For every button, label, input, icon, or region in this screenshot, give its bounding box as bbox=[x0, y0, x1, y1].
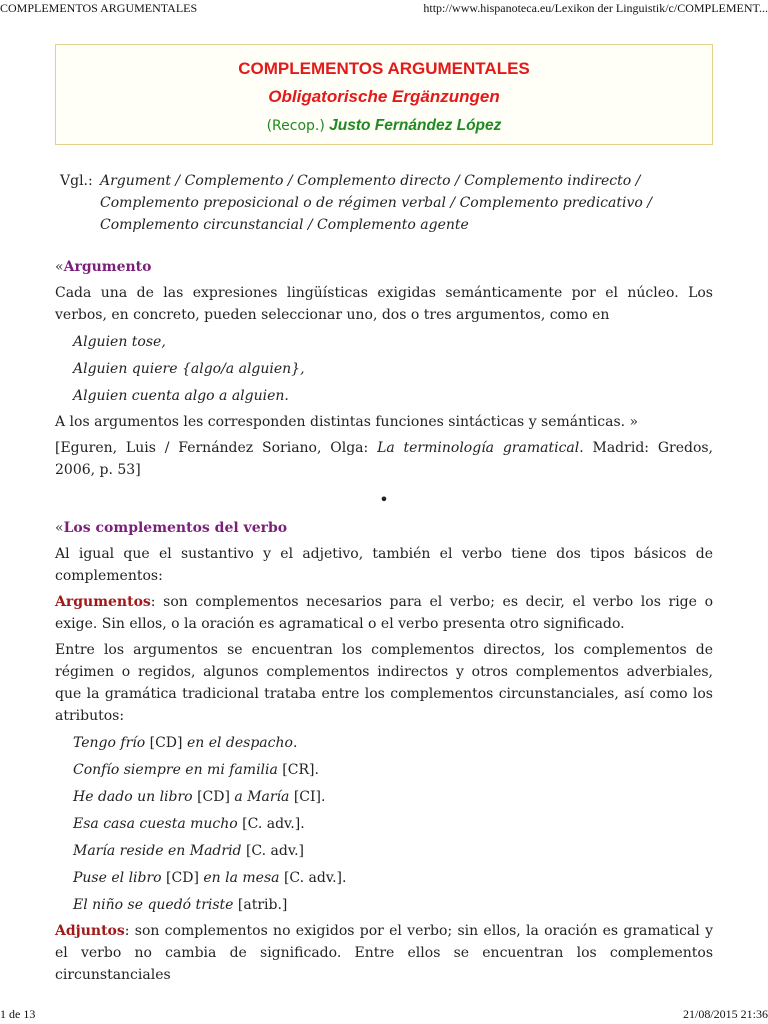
example-tag: [C. adv.] bbox=[241, 843, 305, 859]
print-datetime: 21/08/2015 21:36 bbox=[682, 1007, 768, 1021]
page-number: 1 de 13 bbox=[0, 1007, 36, 1021]
example-tag: . bbox=[292, 735, 298, 751]
example-line bbox=[73, 732, 713, 754]
title-box bbox=[55, 44, 713, 145]
page-title: COMPLEMENTOS ARGUMENTALES bbox=[238, 59, 530, 78]
definition-argumentos bbox=[55, 591, 713, 635]
example-tag: [CR]. bbox=[277, 762, 319, 778]
example-text: en el despacho bbox=[186, 735, 293, 751]
example-text: Alguien tose, bbox=[73, 334, 166, 350]
print-header bbox=[0, 0, 768, 16]
author-name: Justo Fernández López bbox=[329, 117, 502, 134]
example-tag: [CD] bbox=[192, 789, 235, 805]
term-argumentos: Argumentos bbox=[55, 594, 151, 610]
example-text: Tengo frío bbox=[73, 735, 146, 751]
paragraph: Al igual que el sustantivo y el adjetivo, también el verbo tiene dos tipos básicos de complementos: bbox=[55, 546, 713, 584]
example-text: El niño se quedó triste bbox=[73, 897, 234, 913]
example-tag: [CD] bbox=[161, 870, 204, 886]
print-footer bbox=[0, 1008, 768, 1024]
paragraph: Entre los argumentos se encuentran los complementos directos, los complementos de régimen o regidos, algunos complementos indirectos y otros complementos adverbiales, que la gramática tradicional trataba entre los complementos circunstanciales, así como los atributos: bbox=[55, 642, 713, 724]
example-tag: [atrib.] bbox=[233, 897, 288, 913]
see-also-line[interactable]: Complemento preposicional o de régimen verbal / Complemento predicativo / bbox=[100, 195, 652, 211]
example-text: Alguien cuenta algo a alguien. bbox=[73, 388, 289, 404]
see-also-label: Vgl.: bbox=[60, 173, 93, 189]
definition-text: : son complementos no exigidos por el verbo; sin ellos, la oración es gramatical y el verbo no cambia de significado. Entre ellos se encuentran los complementos circunstanciales bbox=[55, 923, 713, 983]
see-also-links[interactable] bbox=[100, 170, 652, 236]
open-quote: « bbox=[55, 520, 64, 536]
citation-authors: [Eguren, Luis / Fernández Soriano, Olga: bbox=[55, 440, 369, 456]
example-line bbox=[73, 385, 713, 407]
paragraph: A los argumentos les corresponden distintas funciones sintácticas y semánticas. » bbox=[55, 414, 639, 430]
example-line bbox=[73, 759, 713, 781]
example-line bbox=[73, 786, 713, 808]
example-line bbox=[73, 840, 713, 862]
example-line bbox=[73, 358, 713, 380]
example-line bbox=[73, 813, 713, 835]
example-text: Alguien quiere {algo/a alguien}, bbox=[73, 361, 305, 377]
example-text: Confío siempre en mi familia bbox=[73, 762, 278, 778]
definition-adjuntos bbox=[55, 920, 713, 986]
example-line bbox=[73, 867, 713, 889]
section-title: Argumento bbox=[63, 259, 152, 275]
separator-bullet: • bbox=[379, 490, 389, 509]
print-header-url[interactable]: http://www.hispanoteca.eu/Lexikon der Linguistik/c/COMPLEMENT... bbox=[423, 1, 768, 15]
print-header-title: COMPLEMENTOS ARGUMENTALES bbox=[0, 1, 198, 15]
see-also-block bbox=[60, 170, 713, 236]
example-text: en la mesa bbox=[203, 870, 280, 886]
example-tag: [C. adv.]. bbox=[279, 870, 347, 886]
recop-label: (Recop.) bbox=[266, 118, 325, 134]
example-text: María reside en Madrid bbox=[73, 843, 242, 859]
example-tag: [CD] bbox=[145, 735, 187, 751]
example-tag: [C. adv.]. bbox=[237, 816, 305, 832]
main-content bbox=[55, 170, 713, 986]
example-text: Puse el libro bbox=[73, 870, 162, 886]
term-adjuntos: Adjuntos bbox=[55, 923, 125, 939]
example-tag: [CI]. bbox=[289, 789, 326, 805]
example-line bbox=[73, 331, 713, 353]
see-also-line[interactable]: Complemento circunstancial / Complemento agente bbox=[100, 217, 469, 233]
example-text: a María bbox=[234, 789, 290, 805]
citation-title: La terminología gramatical bbox=[377, 440, 580, 456]
example-text: Esa casa cuesta mucho bbox=[73, 816, 238, 832]
paragraph: Cada una de las expresiones lingüísticas exigidas semánticamente por el núcleo. Los verbos, en concreto, pueden seleccionar uno, dos o tres argumentos, como en bbox=[55, 285, 713, 323]
definition-text: : son complementos necesarios para el verbo; es decir, el verbo los rige o exige. Sin ellos, o la oración es agramatical o el verbo presenta otro significado. bbox=[55, 594, 713, 632]
citation-publisher: . Madrid: Gredos, 2006, p. 53] bbox=[55, 440, 714, 478]
citation bbox=[55, 437, 713, 481]
page-subtitle: Obligatorische Ergänzungen bbox=[268, 87, 500, 106]
example-line bbox=[73, 894, 713, 916]
section-heading-argumento bbox=[55, 256, 713, 278]
author-line bbox=[56, 117, 712, 135]
section-title: Los complementos del verbo bbox=[63, 520, 288, 536]
example-text: He dado un libro bbox=[73, 789, 193, 805]
section-heading-complementos bbox=[55, 517, 713, 539]
open-quote: « bbox=[55, 259, 64, 275]
see-also-line[interactable]: Argument / Complemento / Complemento directo / Complemento indirecto / bbox=[100, 173, 641, 189]
